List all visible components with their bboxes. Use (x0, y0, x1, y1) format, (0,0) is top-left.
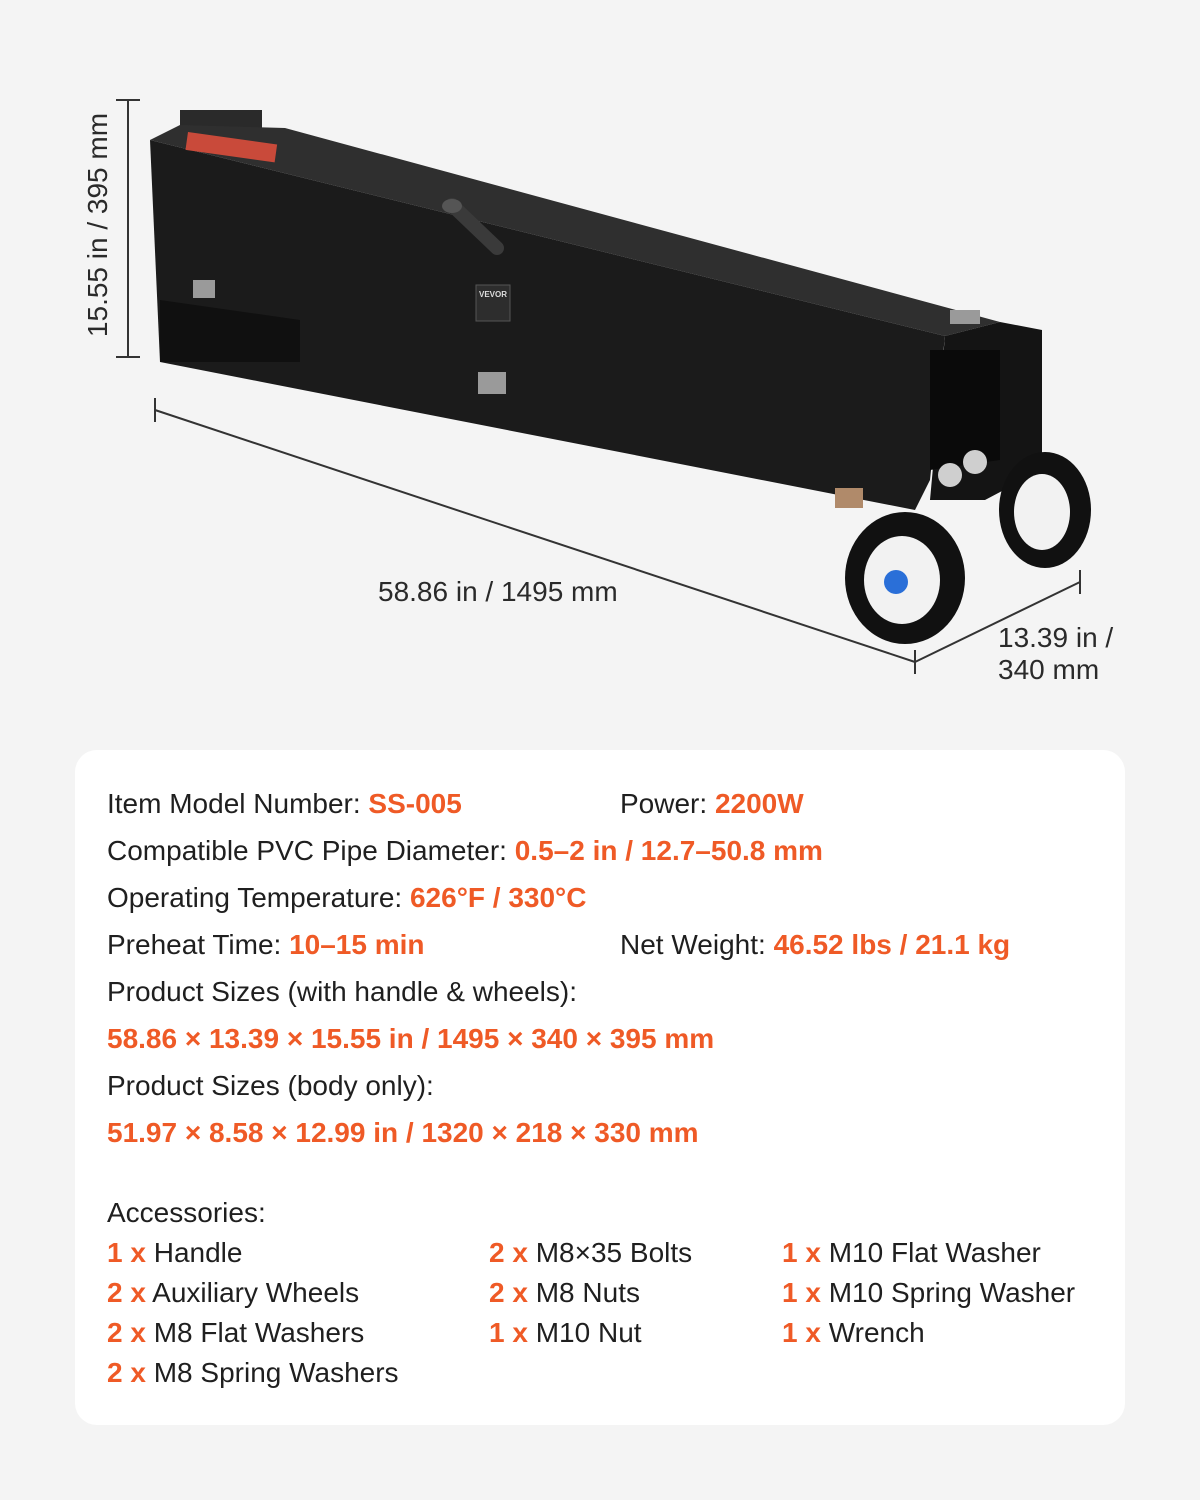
size-body-value: 51.97 × 8.58 × 12.99 in / 1320 × 218 × 330 mm (107, 1117, 699, 1148)
accessory-item: 2 x M8 Spring Washers (107, 1357, 399, 1388)
front-wheel (845, 512, 965, 644)
size-full-value: 58.86 × 13.39 × 15.55 in / 1495 × 340 × 395 mm (107, 1023, 715, 1054)
product-figure (0, 0, 1200, 720)
accessories-title: Accessories: (107, 1197, 266, 1228)
accessory-item: 2 x M8 Nuts (489, 1277, 640, 1308)
latch (950, 310, 980, 324)
net-weight: Net Weight: 46.52 lbs / 21.1 kg (620, 929, 1011, 960)
size-body-label: Product Sizes (body only): (107, 1070, 434, 1101)
rear-wheel (999, 452, 1091, 568)
width-line2: 340 mm (998, 654, 1100, 685)
pipe-diameter: Compatible PVC Pipe Diameter: 0.5–2 in / 12.7–50.8 mm (107, 835, 823, 866)
spec-card (75, 750, 1125, 1425)
accessory-item: 2 x M8 Flat Washers (107, 1317, 365, 1348)
accessory-item: 1 x Handle (107, 1237, 243, 1268)
size-full-label: Product Sizes (with handle & wheels): (107, 976, 577, 1007)
knob-1 (938, 463, 962, 487)
accessory-item: 1 x M10 Flat Washer (782, 1237, 1041, 1268)
width-line1: 13.39 in / (998, 622, 1114, 653)
accessory-item: 2 x Auxiliary Wheels (107, 1277, 360, 1308)
accessory-item: 1 x Wrench (782, 1317, 925, 1348)
height-dimension: 15.55 in / 395 mm (82, 112, 113, 338)
power: Power: 2200W (620, 788, 804, 819)
product-illustration (0, 0, 1200, 720)
end-opening (930, 350, 1000, 470)
rear-cap (180, 110, 262, 128)
preheat-time: Preheat Time: 10–15 min (107, 929, 425, 960)
length-dimension: 58.86 in / 1495 mm (378, 576, 618, 607)
knob-2 (963, 450, 987, 474)
operating-temperature: Operating Temperature: 626°F / 330°C (107, 882, 587, 913)
width-dimension (998, 622, 1113, 686)
hinge-right (835, 488, 863, 508)
hinge-middle (478, 372, 506, 394)
accessory-item: 1 x M10 Nut (489, 1317, 642, 1348)
brand-logo: VEVOR (478, 290, 508, 299)
model-number: Item Model Number: SS-005 (107, 788, 462, 819)
accessory-item: 1 x M10 Spring Washer (782, 1277, 1076, 1308)
accessory-item: 2 x M8×35 Bolts (489, 1237, 693, 1268)
hinge-left (193, 280, 215, 298)
